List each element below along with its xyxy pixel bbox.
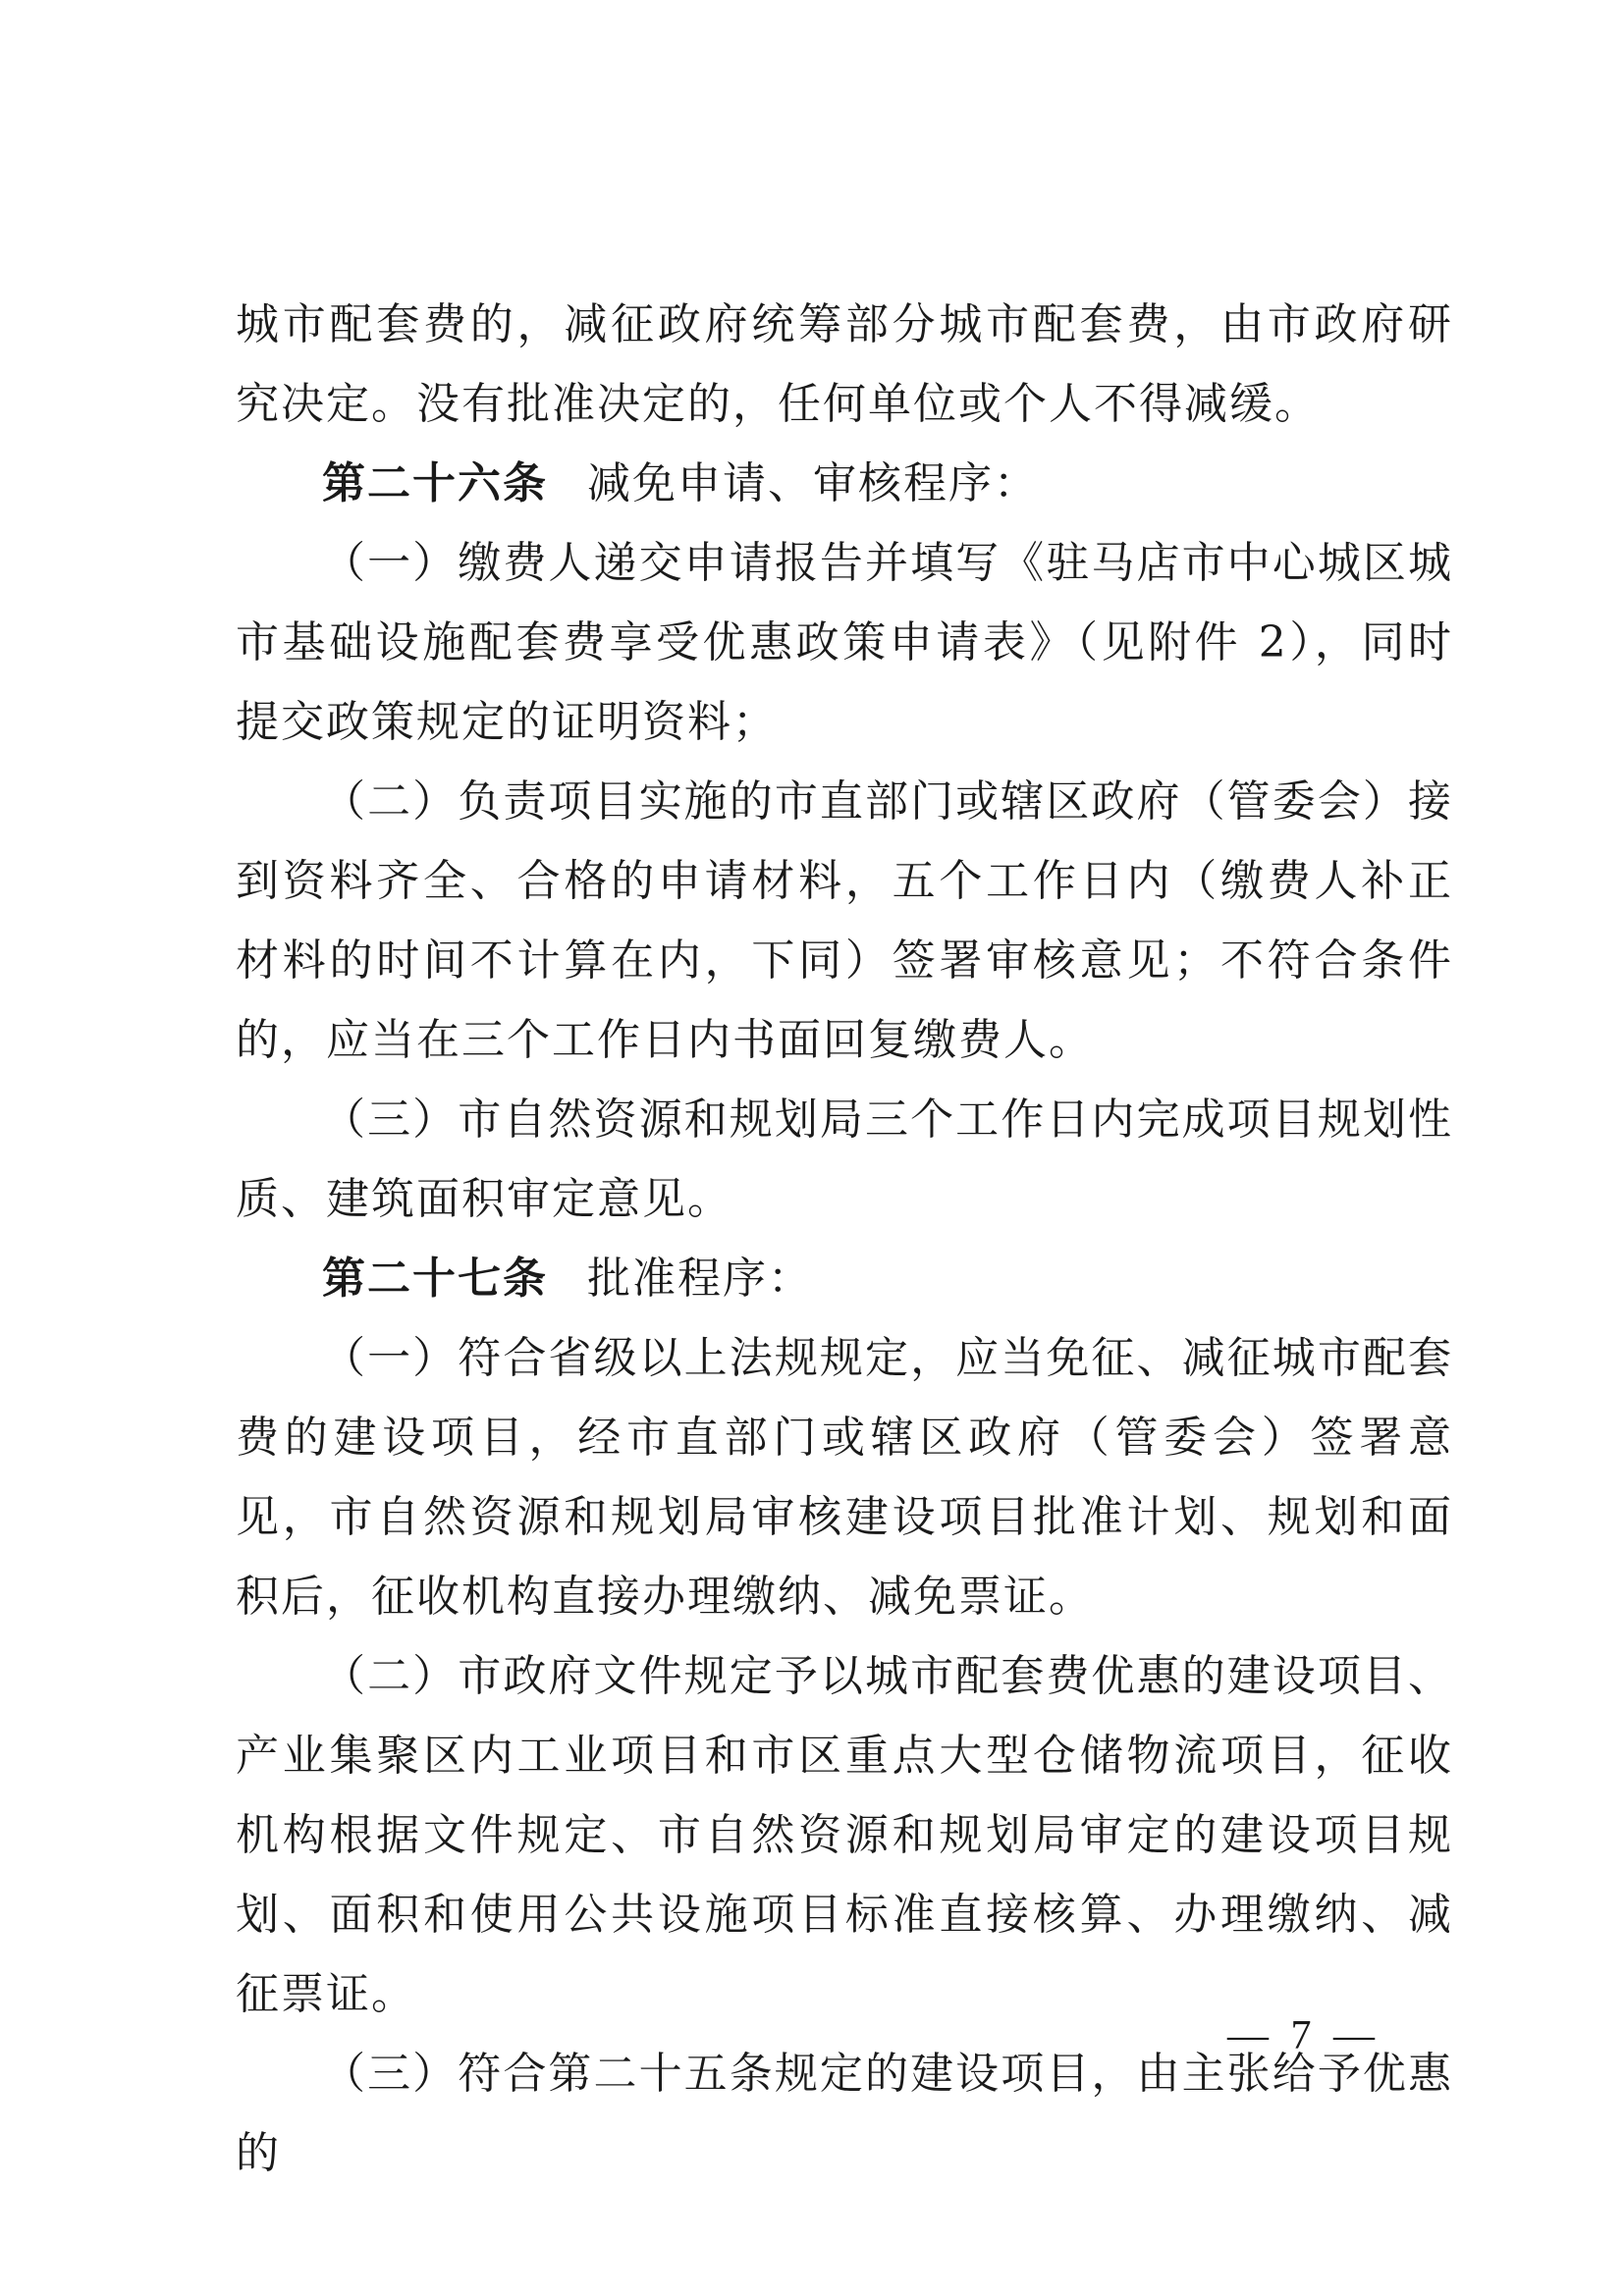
article-26-item-2: （二）负责项目实施的市直部门或辖区政府（管委会）接到资料齐全、合格的申请材料，五个工作日内（缴费人补正材料的时间不计算在内，下同）签署审核意见；不符合条件的，应当在三个工作日内书面回复缴费人。 bbox=[236, 776, 1453, 1065]
article-27-item-3: （三）符合第二十五条规定的建设项目，由主张给予优惠的 bbox=[236, 2049, 1453, 2178]
article-27-item-1: （一）符合省级以上法规规定，应当免征、减征城市配套费的建设项目，经市直部门或辖区政府（管委会）签署意见，市自然资源和规划局审核建设项目批准计划、规划和面积后，征收机构直接办理缴纳、减免票证。 bbox=[236, 1333, 1453, 1622]
page-number: — 7 — bbox=[1227, 2013, 1380, 2058]
article-27-title: 批准程序： bbox=[587, 1254, 813, 1304]
paragraph-continuation: 城市配套费的，减征政府统筹部分城市配套费，由市政府研究决定。没有批准决定的，任何单位或个人不得减缓。 bbox=[236, 299, 1453, 429]
article-27-item-2: （二）市政府文件规定予以城市配套费优惠的建设项目、产业集聚区内工业项目和市区重点大型仓储物流项目，征收机构根据文件规定、市自然资源和规划局审定的建设项目规划、面积和使用公共设施项目标准直接核算、办理缴纳、减征票证。 bbox=[236, 1651, 1453, 2019]
article-26-item-1: （一）缴费人递交申请报告并填写《驻马店市中心城区城市基础设施配套费享受优惠政策申请表》（见附件 2），同时提交政策规定的证明资料； bbox=[236, 538, 1453, 747]
article-27-heading-line bbox=[236, 1239, 1453, 1318]
article-26-heading-line bbox=[236, 444, 1453, 523]
article-27-heading: 第二十七条 bbox=[322, 1254, 548, 1304]
article-26-heading: 第二十六条 bbox=[322, 458, 548, 508]
document-body bbox=[236, 285, 1453, 2193]
article-26-item-3: （三）市自然资源和规划局三个工作日内完成项目规划性质、建筑面积审定意见。 bbox=[236, 1095, 1453, 1224]
article-26-title: 减免申请、审核程序： bbox=[587, 458, 1039, 508]
